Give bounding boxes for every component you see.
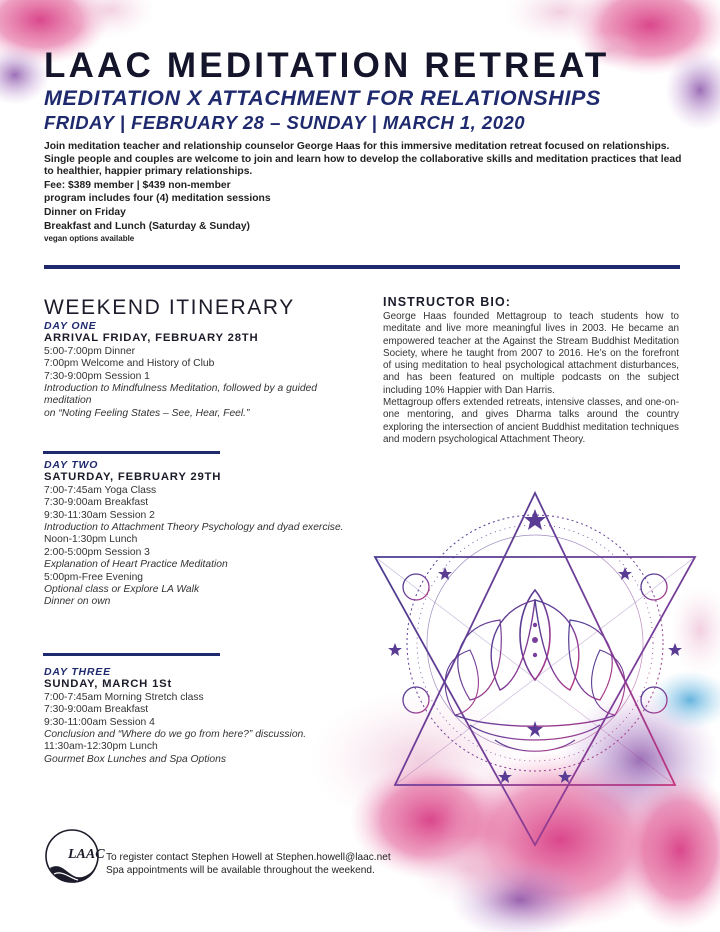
- day-divider: [43, 653, 220, 656]
- schedule-item: Conclusion and “Where do we go from here?” discussion.: [44, 729, 307, 741]
- day-two-section: [44, 459, 374, 609]
- intro-description: Join meditation teacher and relationship counselor George Haas for this immersive meditation retreat focused on relationships. Single people and couples are welcome to join and learn how to develop the collaborative skills and meditation practices that lead to healthier, happier primary relationships.: [44, 141, 682, 178]
- spa-note: Spa appointments will be available throughout the weekend.: [106, 865, 375, 876]
- day-one-section: [44, 320, 374, 420]
- instructor-bio: [383, 295, 679, 446]
- register-contact: To register contact Stephen Howell at Stephen.howell@laac.net: [106, 852, 391, 863]
- intro-section: [44, 141, 684, 244]
- event-dates: FRIDAY | FEBRUARY 28 – SUNDAY | MARCH 1, 2020: [44, 112, 526, 133]
- footer-text: [106, 851, 466, 877]
- logo-text: LAAC: [68, 847, 105, 862]
- meals-text: Breakfast and Lunch (Saturday & Sunday): [44, 220, 250, 232]
- bio-paragraph: Mettagroup offers extended retreats, intensive classes, and one-on-one mentoring, and gives Dharma talks around the country exploring the intersection of ancient Buddhist meditation techniques and modern psychological Attachment Theory.: [383, 397, 679, 445]
- section-divider: [44, 265, 680, 269]
- fee-text: Fee: $389 member | $439 non-member: [44, 179, 231, 191]
- day-heading: SUNDAY, MARCH 1St: [44, 678, 173, 691]
- schedule-item: Optional class or Explore LA Walk: [44, 584, 200, 596]
- page-title: LAAC MEDITATION RETREAT: [44, 46, 610, 85]
- schedule-item: Noon-1:30pm Lunch: [44, 534, 138, 546]
- schedule-item: 2:00-5:00pm Session 3: [44, 546, 150, 558]
- bio-paragraph: George Haas founded Mettagroup to teach students how to meditate and live more meaningful lives in 2003. He became an empowered teacher at the Against the Stream Buddhist Meditation Society, where he taught from 2007 to 2016. He’s on the forefront of using meditation to heal psychological attachment disturbances, and has been featured on multiple podcasts on the subject including 10% Happier with Dan Harris.: [383, 311, 679, 396]
- schedule-item: on “Noting Feeling States – See, Hear, Feel.”: [44, 407, 250, 419]
- schedule-item: 9:30-11:00am Session 4: [44, 716, 155, 728]
- vegan-note: vegan options available: [44, 234, 135, 244]
- day-divider: [43, 451, 220, 454]
- day-label: DAY THREE: [44, 666, 111, 678]
- schedule-item: 5:00-7:00pm Dinner: [44, 345, 136, 357]
- schedule-item: 7:30-9:00am Breakfast: [44, 497, 149, 509]
- schedule-item: 5:00pm-Free Evening: [44, 571, 144, 583]
- bio-title: INSTRUCTOR BIO:: [383, 295, 512, 309]
- schedule-item: 7:00-7:45am Morning Stretch class: [44, 691, 204, 703]
- schedule-item: 7:00pm Welcome and History of Club: [44, 358, 215, 370]
- program-text: program includes four (4) meditation sessions: [44, 193, 271, 205]
- itinerary-title: WEEKEND ITINERARY: [44, 296, 295, 319]
- event-subtitle: MEDITATION X ATTACHMENT FOR RELATIONSHIPS: [44, 86, 601, 110]
- day-three-section: [44, 666, 374, 766]
- schedule-item: 7:00-7:45am Yoga Class: [44, 484, 157, 496]
- day-label: DAY TWO: [44, 459, 99, 471]
- day-heading: ARRIVAL FRIDAY, FEBRUARY 28TH: [44, 332, 259, 345]
- schedule-item: 7:30-9:00pm Session 1: [44, 370, 150, 382]
- schedule-item: Dinner on own: [44, 596, 111, 608]
- schedule-item: 7:30-9:00am Breakfast: [44, 704, 149, 716]
- schedule-item: Explanation of Heart Practice Meditation: [44, 559, 228, 571]
- laac-logo: [44, 824, 105, 888]
- day-heading: SATURDAY, FEBRUARY 29TH: [44, 471, 222, 484]
- schedule-item: 11:30am-12:30pm Lunch: [44, 741, 158, 753]
- day-label: DAY ONE: [44, 320, 97, 332]
- dinner-text: Dinner on Friday: [44, 206, 126, 218]
- footer: [44, 824, 464, 894]
- schedule-item: Introduction to Mindfulness Meditation, followed by a guided meditation: [44, 383, 318, 407]
- schedule-item: Introduction to Attachment Theory Psychology and dyad exercise.: [44, 522, 344, 534]
- schedule-item: 9:30-11:30am Session 2: [44, 509, 155, 521]
- schedule-item: Gourmet Box Lunches and Spa Options: [44, 753, 227, 765]
